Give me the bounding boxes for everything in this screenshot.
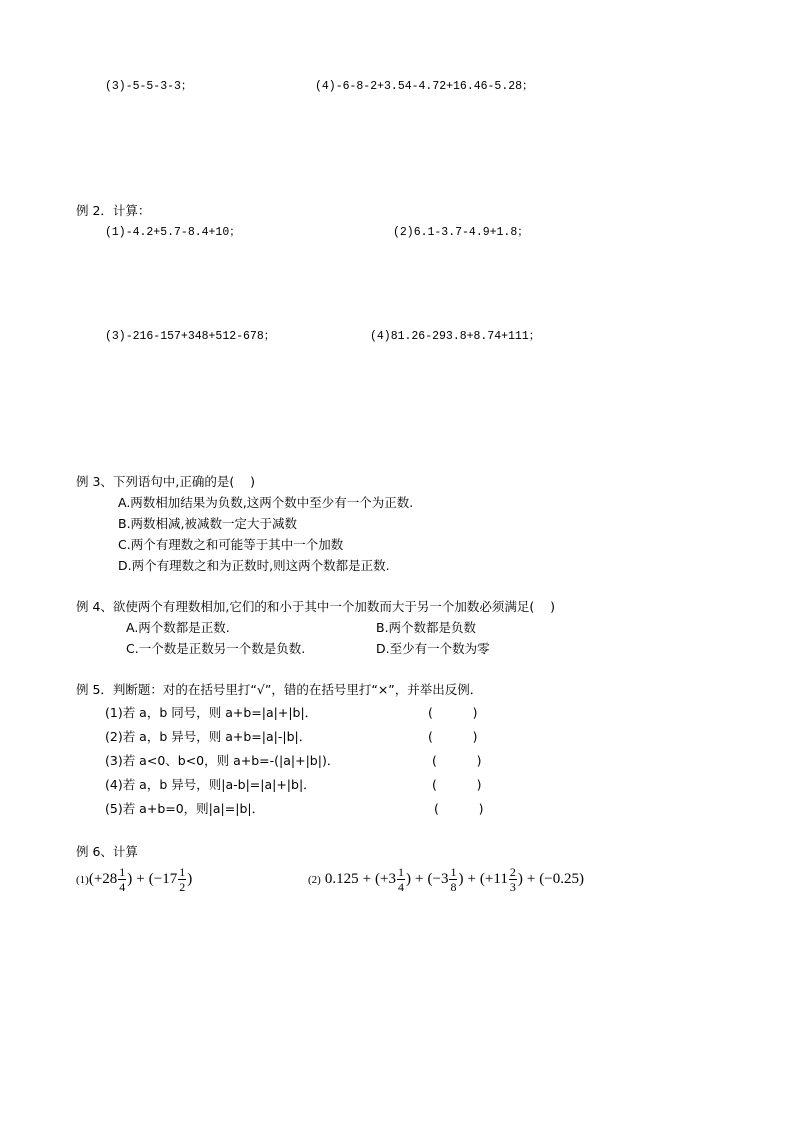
answer-paren: ( )	[432, 753, 482, 768]
example-6-title: 例 6、计算	[76, 844, 138, 859]
example-4-title: 例 4、欲使两个有理数相加,它们的和小于其中一个加数而大于另一个加数必须满足( )	[76, 599, 556, 614]
math-term: )	[187, 871, 193, 887]
example-3-option-d: D.两个有理数之和为正数时,则这两个数都是正数.	[118, 558, 390, 573]
example-5-title: 例 5．判断题：对的在括号里打“√”，错的在括号里打“×”，并举出反例．	[76, 682, 483, 697]
plus-sign: +	[467, 871, 476, 887]
example-2-problem-2: (2)6.1-3.7-4.9+1.8；	[393, 226, 529, 239]
fraction: $\frac{1}{4}$	[119, 865, 126, 894]
example-2-problem-4: (4)81.26-293.8+8.74+111；	[370, 330, 541, 343]
fraction: $\frac{1}{2}$	[179, 865, 186, 894]
fraction: $\frac{1}{8}$	[450, 865, 457, 894]
problem-label: (1)	[76, 873, 89, 886]
math-term: )	[127, 871, 133, 887]
math-term: (−3	[427, 871, 449, 887]
math-term: )	[517, 871, 523, 887]
plus-sign: +	[415, 871, 424, 887]
example-3-option-a: A.两数相加结果为负数,这两个数中至少有一个为正数.	[118, 495, 414, 510]
plus-sign: +	[136, 871, 145, 887]
answer-paren: ( )	[428, 705, 478, 720]
math-term: (−17	[148, 871, 178, 887]
example-4-option-d: D.至少有一个数为零	[376, 641, 490, 656]
judgement-item: (5)若 a+b=0，则|a|=|b|．	[105, 801, 265, 816]
example-2-problem-1: (1)-4.2+5.7-8.4+10；	[105, 226, 241, 239]
answer-paren: ( )	[428, 729, 478, 744]
judgement-item: (2)若 a，b 异号，则 a+b=|a|-|b|．	[105, 729, 312, 744]
example-6-problem-2	[308, 866, 584, 893]
plus-sign: +	[526, 871, 536, 887]
example-4-option-a: A.两个数都是正数.	[126, 620, 230, 635]
plus-sign: +	[362, 871, 372, 887]
fraction: $\frac{1}{4}$	[398, 865, 405, 894]
example-4-option-c: C.一个数是正数另一个数是负数.	[126, 641, 306, 656]
example-2-title: 例 2．计算：	[76, 203, 151, 218]
example-3-option-c: C.两个有理数之和可能等于其中一个加数	[118, 537, 344, 552]
math-term: )	[458, 871, 464, 887]
example-3-title: 例 3、下列语句中,正确的是( )	[76, 474, 256, 489]
answer-paren: ( )	[434, 801, 484, 816]
example-6-problem-1	[76, 866, 192, 893]
math-term: 0.125	[324, 871, 359, 887]
answer-paren: ( )	[432, 777, 482, 792]
math-term: (+28	[88, 871, 118, 887]
fraction: $\frac{2}{3}$	[509, 865, 516, 894]
problem-4-top: (4)-6-8-2+3.54-4.72+16.46-5.28；	[315, 80, 534, 93]
example-3-option-b: B.两数相减,被减数一定大于减数	[118, 516, 298, 531]
math-term: (−0.25)	[539, 871, 584, 887]
example-2-problem-3: (3)-216-157+348+512-678；	[105, 330, 276, 343]
example-4-option-b: B.两个数都是负数	[376, 620, 477, 635]
judgement-item: (3)若 a<0、b<0，则 a+b=-(|a|+|b|)．	[105, 753, 340, 768]
problem-label: (2)	[308, 873, 321, 886]
math-term: )	[406, 871, 412, 887]
problem-3-top: (3)-5-5-3-3；	[105, 80, 193, 93]
math-term: (+11	[479, 871, 508, 887]
judgement-item: (1)若 a，b 同号，则 a+b=|a|+|b|．	[105, 705, 318, 720]
judgement-item: (4)若 a，b 异号，则|a-b|=|a|+|b|．	[105, 777, 316, 792]
math-term: (+3	[375, 871, 397, 887]
